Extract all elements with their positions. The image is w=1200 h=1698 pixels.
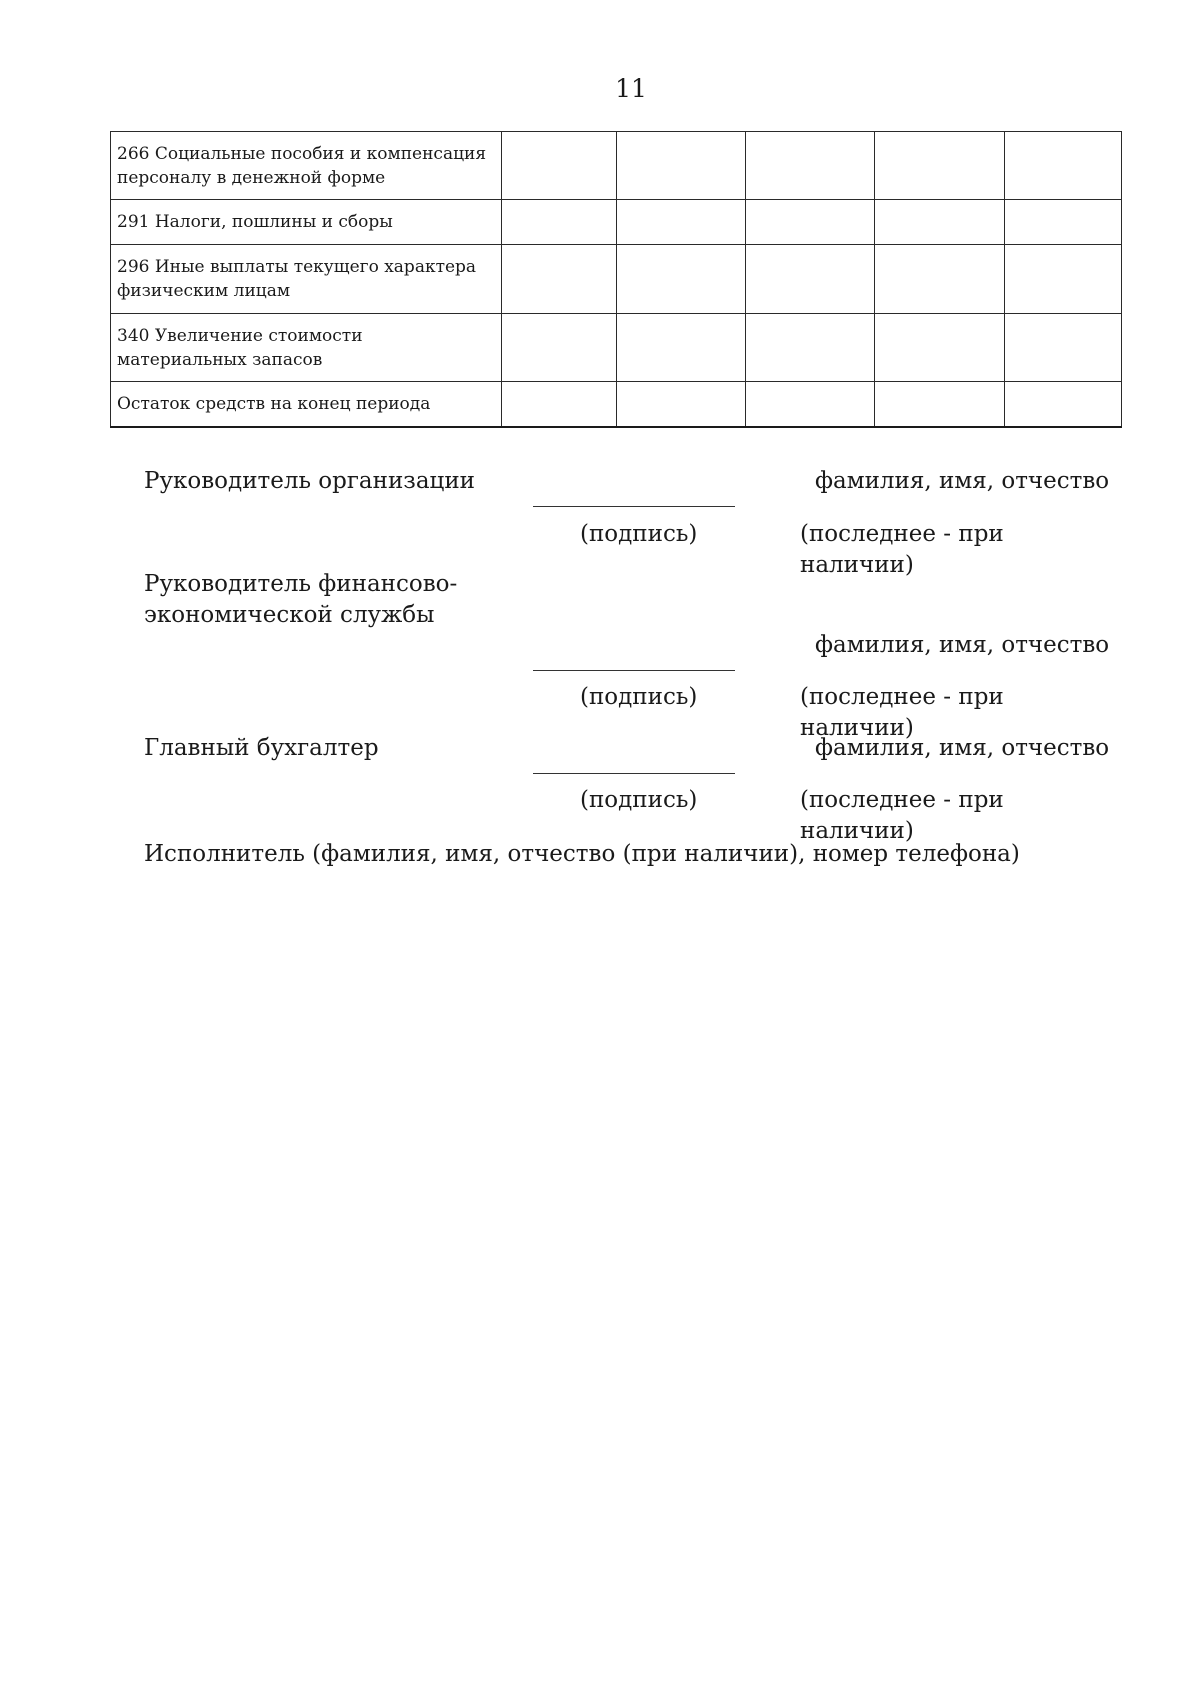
table-cell [1005,245,1122,314]
table-cell [746,200,875,245]
table-cell [875,314,1005,382]
signature-sign-caption: (подпись) [580,787,698,813]
table-cell [617,200,746,245]
table-cell [746,132,875,200]
row-label: Остаток средств на конец периода [111,382,502,427]
table-cell [875,132,1005,200]
signature-role-accountant: Главный бухгалтер [144,735,379,761]
table-cell [1005,382,1122,427]
table-cell [875,200,1005,245]
signature-name-caption: фамилия, имя, отчество [815,632,1110,658]
row-label: 296 Иные выплаты текущего характера физическим лицам [111,245,502,314]
table-cell [502,314,617,382]
table-row [111,200,1122,245]
expenses-table [110,131,1122,428]
signature-name-note: (последнее - при наличии) [800,684,1004,741]
table-cell [1005,314,1122,382]
table-row [111,314,1122,382]
signature-role-head: Руководитель организации [144,468,475,494]
table-cell [617,314,746,382]
signature-line [533,506,735,507]
executor-line: Исполнитель (фамилия, имя, отчество (при наличии), номер телефона) [144,841,1020,867]
table-cell [617,132,746,200]
table-cell [746,314,875,382]
signature-role-finance: Руководитель финансово-экономической службы [144,571,458,628]
signature-name-note: (последнее - при наличии) [800,521,1004,578]
page-number: 11 [615,74,647,103]
table-cell [502,245,617,314]
table-row [111,382,1122,427]
table-cell [617,245,746,314]
table-cell [875,245,1005,314]
signature-name-caption: фамилия, имя, отчество [815,735,1110,761]
signature-line [533,773,735,774]
signature-name-note: (последнее - при наличии) [800,787,1004,844]
row-label: 266 Социальные пособия и компенсация персоналу в денежной форме [111,132,502,200]
signature-line [533,670,735,671]
table-cell [617,382,746,427]
table-row [111,132,1122,200]
table-cell [1005,132,1122,200]
signature-sign-caption: (подпись) [580,521,698,547]
table-cell [1005,200,1122,245]
signature-name-caption: фамилия, имя, отчество [815,468,1110,494]
table-row [111,245,1122,314]
table-cell [875,382,1005,427]
table-cell [746,382,875,427]
table-cell [502,382,617,427]
row-label: 340 Увеличение стоимости материальных запасов [111,314,502,382]
row-label: 291 Налоги, пошлины и сборы [111,200,502,245]
signature-sign-caption: (подпись) [580,684,698,710]
table-cell [502,132,617,200]
table-cell [746,245,875,314]
table-cell [502,200,617,245]
